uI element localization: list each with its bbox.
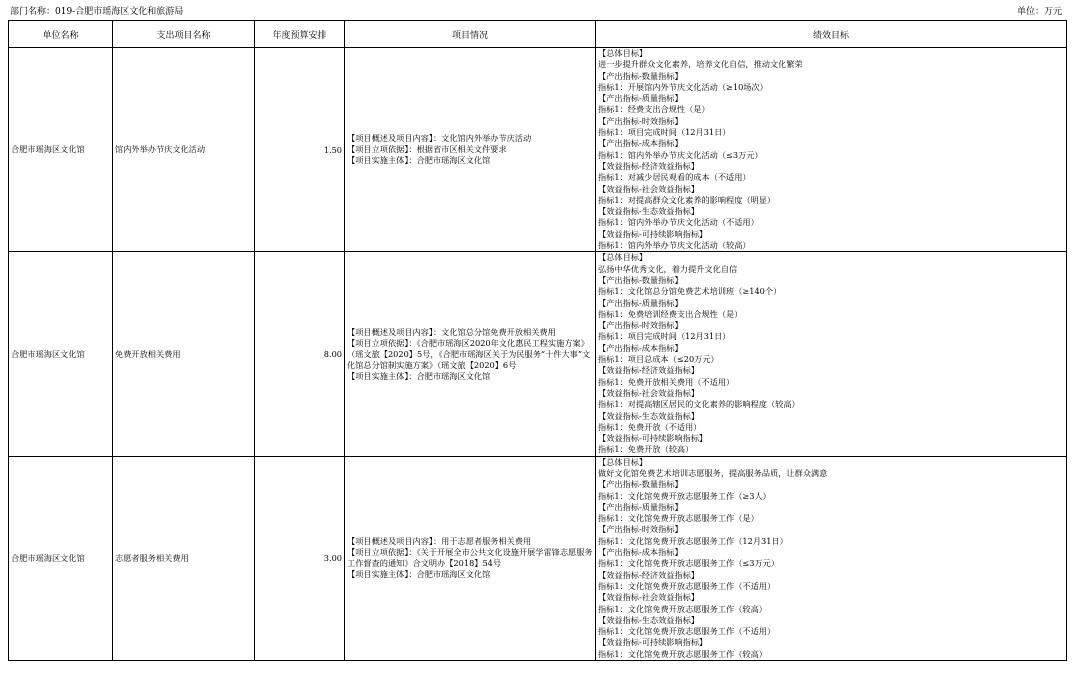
goal-line: 指标1：项目完成时间（12月31日） [598, 331, 731, 342]
goal-line: 【总体目标】 [598, 252, 648, 263]
situation-line [347, 338, 593, 371]
col-header-unit: 单位名称 [9, 21, 113, 48]
report-header [10, 5, 1062, 19]
goal-line: 指标1：文化馆免费开放志愿服务工作（12月31日） [598, 535, 788, 546]
goal-line: 【效益指标-社会效益指标】 [598, 183, 700, 194]
situation-line [347, 155, 593, 166]
goal-line: 做好文化馆免费艺术培训志愿服务，提高服务品质，让群众满意 [598, 467, 828, 478]
situation-line [347, 327, 593, 338]
situation-text: 《关于开展全市公共文化设施开展学雷锋志愿服务工作督查的通知》合文明办【2018】54号 [347, 547, 593, 569]
situation-line [347, 536, 593, 547]
goal-line: 指标1：经费支出合规性（是） [598, 104, 710, 115]
goal-line: 指标1：文化馆总分馆免费艺术培训班（≥140个） [598, 286, 782, 297]
goal-line: 指标1：馆内外举办节庆文化活动（不适用） [598, 217, 759, 228]
goal-line: 进一步提升群众文化素养，培养文化自信，推动文化繁荣 [598, 59, 803, 70]
goal-line: 【效益指标-生态效益指标】 [598, 614, 700, 625]
situation-label: 【项目实施主体】： [347, 370, 417, 381]
situation-label: 【项目概述及项目内容】： [347, 133, 442, 144]
project-situation-cell [345, 456, 596, 660]
project-name-cell: 志愿者服务相关费用 [113, 456, 255, 660]
goal-line: 指标1：免费开放（不适用） [598, 421, 702, 432]
table-row [9, 48, 1067, 252]
goal-line: 【效益指标-可持续影响指标】 [598, 228, 708, 239]
goal-line: 指标1：馆内外举办节庆文化活动（较高） [598, 240, 751, 251]
budget-cell: 3.00 [255, 456, 345, 660]
goal-line: 【产出指标-数量指标】 [598, 479, 683, 490]
table-header-row [9, 21, 1067, 48]
situation-text: 文化馆总分馆免费开放相关费用 [441, 326, 556, 337]
goal-line: 【产出指标-成本指标】 [598, 138, 683, 149]
unit-name-cell: 合肥市瑶海区文化馆 [9, 48, 113, 252]
situation-text: 合肥市瑶海区文化馆 [416, 370, 491, 381]
goal-line: 【产出指标-质量指标】 [598, 93, 683, 104]
goal-line: 指标1：文化馆免费开放志愿服务工作（不适用） [598, 626, 776, 637]
situation-line [347, 547, 593, 569]
col-header-project: 支出项目名称 [113, 21, 255, 48]
goal-line: 【产出指标-时效指标】 [598, 320, 683, 331]
situation-text: 合肥市瑶海区文化馆 [416, 569, 491, 580]
situation-label: 【项目概述及项目内容】： [347, 536, 442, 547]
situation-text: 文化馆内外举办节庆活动 [441, 133, 532, 144]
budget-table [8, 20, 1067, 661]
col-header-situation: 项目情况 [345, 21, 596, 48]
situation-label: 【项目立项依据】： [347, 337, 417, 348]
goal-line: 指标1：文化馆免费开放志愿服务工作（不适用） [598, 580, 776, 591]
situation-label: 【项目实施主体】： [347, 155, 417, 166]
situation-label: 【项目实施主体】： [347, 569, 417, 580]
situation-text: 《合肥市瑶海区2020年文化惠民工程实施方案》（瑶文旅【2020】5号，《合肥市瑶海区关于为民服务“十件大事”文化馆总分馆制实施方案》（瑶文旅【2020】6号 [347, 337, 591, 370]
currency-unit: 单位：万元 [1016, 7, 1062, 17]
col-header-goals: 绩效目标 [596, 21, 1067, 48]
goal-line: 【产出指标-质量指标】 [598, 297, 683, 308]
situation-line [347, 569, 593, 580]
goal-line: 【效益指标-可持续影响指标】 [598, 637, 708, 648]
goal-line: 【产出指标-质量指标】 [598, 501, 683, 512]
table-row [9, 456, 1067, 660]
situation-text: 根据省市区相关文件要求 [416, 144, 507, 155]
situation-text: 合肥市瑶海区文化馆 [416, 155, 491, 166]
goal-line: 【总体目标】 [598, 456, 648, 467]
situation-line [347, 133, 593, 144]
goal-line: 【产出指标-时效指标】 [598, 115, 683, 126]
situation-line [347, 371, 593, 382]
project-name-cell: 馆内外举办节庆文化活动 [113, 48, 255, 252]
table-row [9, 252, 1067, 456]
goal-line: 指标1：文化馆免费开放志愿服务工作（≥3人） [598, 490, 771, 501]
goal-line: 指标1：文化馆免费开放志愿服务工作（≤3万元） [598, 558, 780, 569]
goal-line: 【效益指标-生态效益指标】 [598, 206, 700, 217]
project-name-cell: 免费开放相关费用 [113, 252, 255, 456]
unit-name-cell: 合肥市瑶海区文化馆 [9, 456, 113, 660]
project-situation-cell [345, 48, 596, 252]
goal-line: 指标1：文化馆免费开放志愿服务工作（较高） [598, 603, 767, 614]
goal-line: 【产出指标-成本指标】 [598, 342, 683, 353]
goal-line: 指标1：免费开放相关费用（不适用） [598, 376, 735, 387]
department-name: 部门名称：019-合肥市瑶海区文化和旅游局 [10, 7, 184, 17]
goal-line: 【效益指标-经济效益指标】 [598, 160, 700, 171]
goal-line: 指标1：对提高辖区居民的文化素养的影响程度（较高） [598, 399, 800, 410]
budget-cell: 8.00 [255, 252, 345, 456]
performance-goals-cell [596, 252, 1067, 456]
performance-goals-cell [596, 48, 1067, 252]
goal-line: 【总体目标】 [598, 48, 648, 58]
performance-goals-cell [596, 456, 1067, 660]
situation-label: 【项目立项依据】： [347, 547, 417, 558]
unit-name-cell: 合肥市瑶海区文化馆 [9, 252, 113, 456]
budget-cell: 1.50 [255, 48, 345, 252]
goal-line: 【效益指标-经济效益指标】 [598, 365, 700, 376]
goal-line: 【产出指标-数量指标】 [598, 70, 683, 81]
situation-line [347, 144, 593, 155]
goal-line: 指标1：对提高群众文化素养的影响程度（明显） [598, 194, 776, 205]
goal-line: 弘扬中华优秀文化，着力提升文化自信 [598, 263, 738, 274]
goal-line: 【效益指标-可持续影响指标】 [598, 433, 708, 444]
situation-label: 【项目立项依据】： [347, 144, 417, 155]
goal-line: 【产出指标-数量指标】 [598, 274, 683, 285]
project-situation-cell [345, 252, 596, 456]
situation-text: 用于志愿者服务相关费用 [441, 536, 532, 547]
goal-line: 指标1：开展馆内外节庆文化活动（≥10场次） [598, 81, 768, 92]
goal-line: 指标1：馆内外举办节庆文化活动（≤3万元） [598, 149, 763, 160]
goal-line: 指标1：免费开放（较高） [598, 444, 694, 455]
col-header-budget: 年度预算安排 [255, 21, 345, 48]
goal-line: 指标1：项目总成本（≤20万元） [598, 354, 719, 365]
goal-line: 指标1：对减少居民观看的成本（不适用） [598, 172, 751, 183]
goal-line: 【效益指标-社会效益指标】 [598, 592, 700, 603]
goal-line: 指标1：文化馆免费开放志愿服务工作（是） [598, 513, 759, 524]
goal-line: 【产出指标-时效指标】 [598, 524, 683, 535]
goal-line: 【效益指标-社会效益指标】 [598, 387, 700, 398]
goal-line: 指标1：文化馆免费开放志愿服务工作（较高） [598, 648, 767, 659]
goal-line: 指标1：项目完成时间（12月31日） [598, 127, 731, 138]
goal-line: 【效益指标-经济效益指标】 [598, 569, 700, 580]
goal-line: 【产出指标-成本指标】 [598, 547, 683, 558]
situation-label: 【项目概述及项目内容】： [347, 326, 442, 337]
goal-line: 指标1：免费培训经费支出合规性（是） [598, 308, 743, 319]
goal-line: 【效益指标-生态效益指标】 [598, 410, 700, 421]
